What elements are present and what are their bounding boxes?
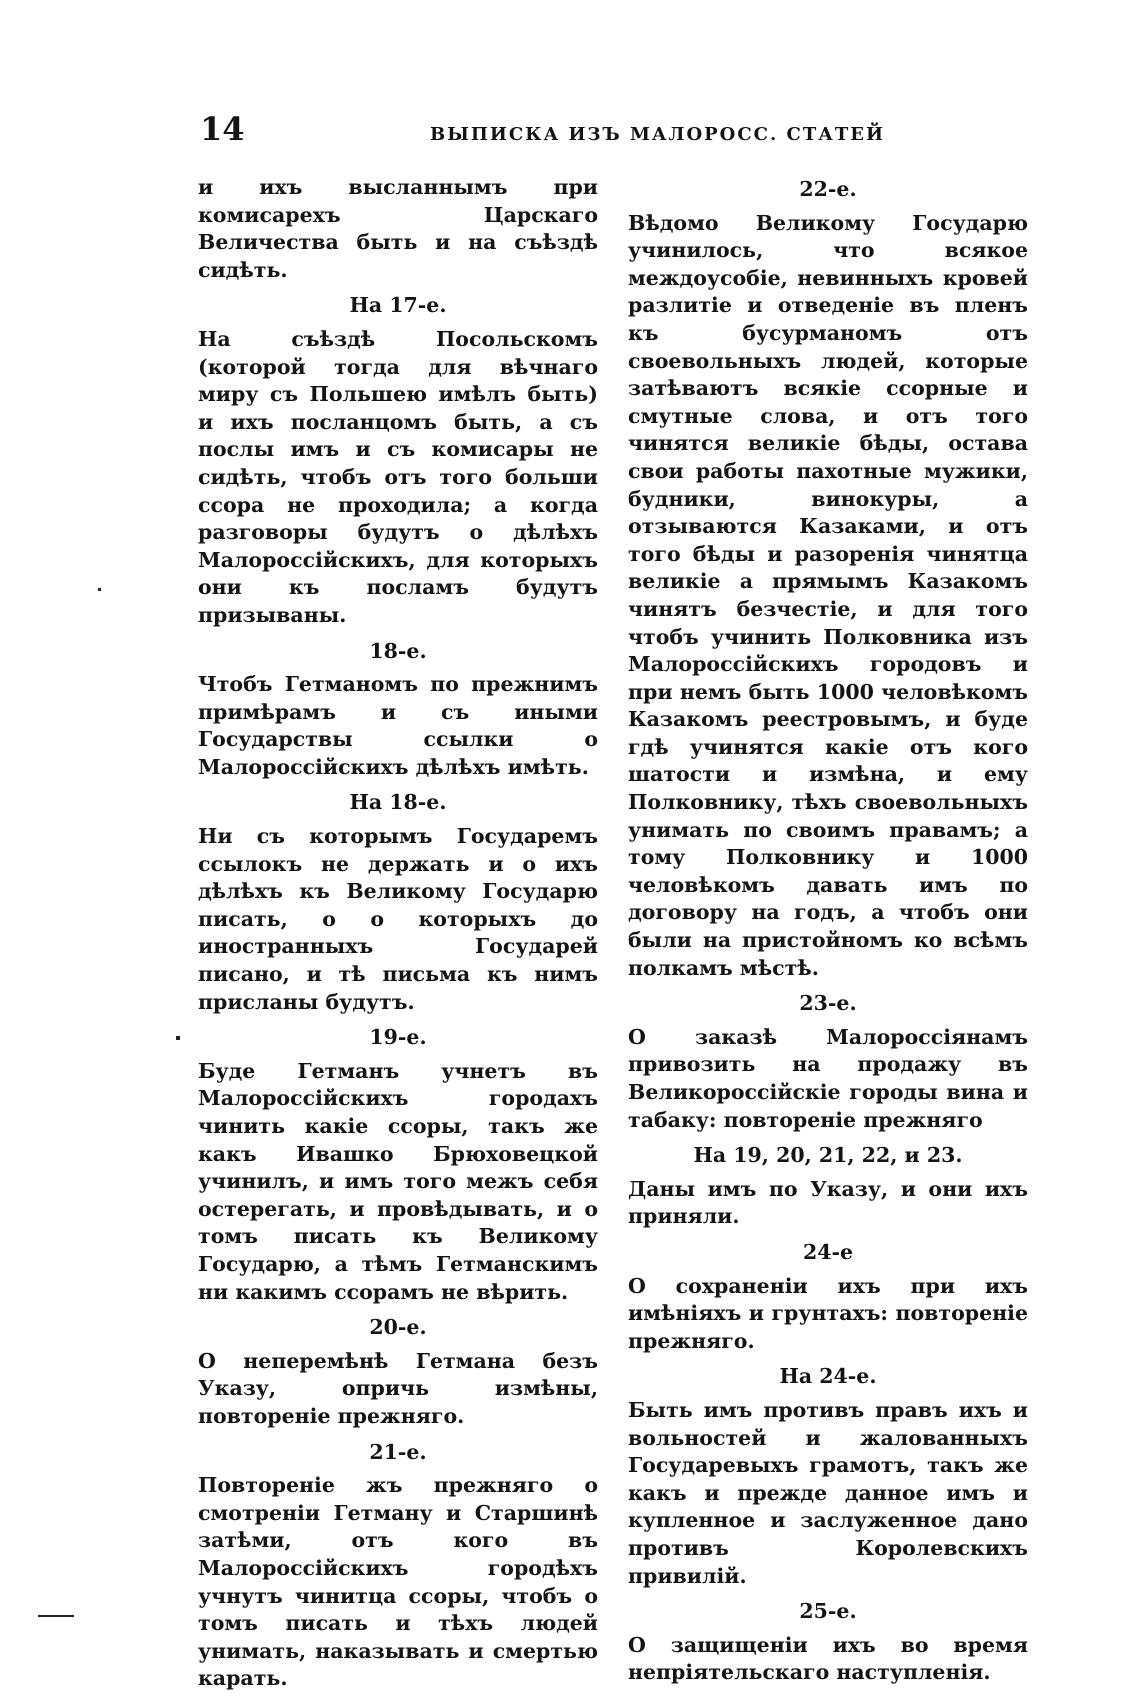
section-heading: 18-е. [369, 638, 427, 663]
paragraph: Ни съ которымъ Государемъ ссылокъ не держать и о ихъ дѣлѣхъ къ Великому Государю писать, о о которыхъ до иностранныхъ Государей писано, и тѣ письма къ нимъ присланы будутъ. [198, 824, 598, 1014]
section-heading: 21-е. [369, 1439, 427, 1464]
section-heading: 25-е. [799, 1599, 857, 1624]
section-heading: 24-е [802, 1239, 854, 1264]
paragraph: и ихъ высланнымъ при комисарехъ Царскаго Величества быть и на съѣздѣ сидѣть. [198, 175, 598, 282]
section-heading: 20-е. [369, 1315, 427, 1340]
margin-speck [98, 588, 101, 591]
right-column [628, 174, 1028, 1695]
paragraph: Вѣдомо Великому Государю учинилось, что всякое междоусобіе, невинныхъ кровей разлитіе и отведеніе въ пленъ къ бусурманомъ отъ своевольныхъ людей, которые затѣваютъ всякіе ссорные и смутные слова, и отъ того чинятся великіе бѣды, остава свои работы пахотные мужики, будники, винокуры, а отзываются Казаками, и отъ того бѣды и разоренія чинятца великіе а прямымъ Казакомъ чинятъ безчестіе, и для того чтобъ учинить Полковника изъ Малороссійскихъ городовъ и при немъ быть 1000 человѣкомъ Казакомъ реестровымъ, и буде гдѣ учинятся какіе отъ кого шатости и измѣна, и ему Полковнику, тѣхъ своевольныхъ унимать по своимъ правамъ; а тому Полковнику и 1000 человѣкомъ давать имъ по договору на годъ, а чтобъ они были на пристойномъ ко всѣмъ полкамъ мѣстѣ. [628, 210, 1028, 980]
paragraph: О неперемѣнѣ Гетмана безъ Указу, опричь измѣны, повтореніе прежняго. [198, 1348, 598, 1428]
margin-rule [38, 1615, 74, 1617]
running-title: ВЫПИСКА ИЗЪ МАЛОРОСС. СТАТЕЙ [430, 124, 886, 145]
page-number: 14 [200, 110, 245, 148]
margin-speck [176, 1036, 180, 1040]
paragraph: Чтобъ Гетманомъ по прежнимъ примѣрамъ и съ иными Государствы ссылки о Малороссійскихъ дѣлѣхъ имѣть. [198, 672, 598, 779]
paragraph: Быть имъ противъ правъ ихъ и вольностей и жалованныхъ Государевыхъ грамотъ, такъ же какъ и прежде данное имъ и купленное и заслуженное дано противъ Королевскихъ привилій. [628, 1397, 1028, 1588]
paragraph: Буде Гетманъ учнетъ въ Малороссійскихъ городахъ чинить какіе ссоры, такъ же какъ Ивашко Брюховецкой учинилъ, и имъ того межъ себя остерегать, и провѣдывать, и о томъ писать къ Великому Государю, а тѣмъ Гетманскимъ ни какимъ ссорамъ не вѣрить. [198, 1058, 598, 1304]
paragraph: Повтореніе жъ прежняго о смотреніи Гетману и Старшинѣ затѣми, отъ кого въ Малороссійскихъ городѣхъ учнутъ чинитца ссоры, чтобъ о томъ писать и тѣхъ людей унимать, наказывать и смертью карать. [198, 1473, 598, 1691]
section-heading: На 17-е. [349, 293, 447, 318]
section-heading: На 18-е. [349, 790, 447, 815]
section-heading: На 19, 20, 21, 22, и 23. [693, 1143, 963, 1168]
section-heading: На 24-е. [779, 1364, 877, 1389]
section-heading: 22-е. [799, 177, 857, 201]
paragraph: О защищеніи ихъ во время непріятельскаго наступленія. [628, 1632, 1028, 1685]
left-column [198, 174, 598, 1701]
paragraph: О сохраненіи ихъ при ихъ имѣніяхъ и грунтахъ: повтореніе прежняго. [628, 1273, 1028, 1353]
paragraph: О заказѣ Малороссіянамъ привозить на продажу въ Великороссійскіе городы вина и табаку: повтореніе прежняго [628, 1024, 1028, 1132]
section-heading: 23-е. [799, 991, 857, 1016]
paragraph: На съѣздѣ Посольскомъ (которой тогда для вѣчнаго миру съ Польшею имѣлъ быть) и ихъ посланцомъ быть, а съ послы имъ и съ комисары не сидѣть, чтобъ отъ того больши ссора не проходила; а когда разговоры будутъ о дѣлѣхъ Малороссійскихъ, для которыхъ они къ посламъ будутъ призываны. [198, 326, 598, 627]
section-heading: 19-е. [369, 1025, 427, 1050]
paragraph: Даны имъ по Указу, и они ихъ приняли. [628, 1176, 1028, 1229]
